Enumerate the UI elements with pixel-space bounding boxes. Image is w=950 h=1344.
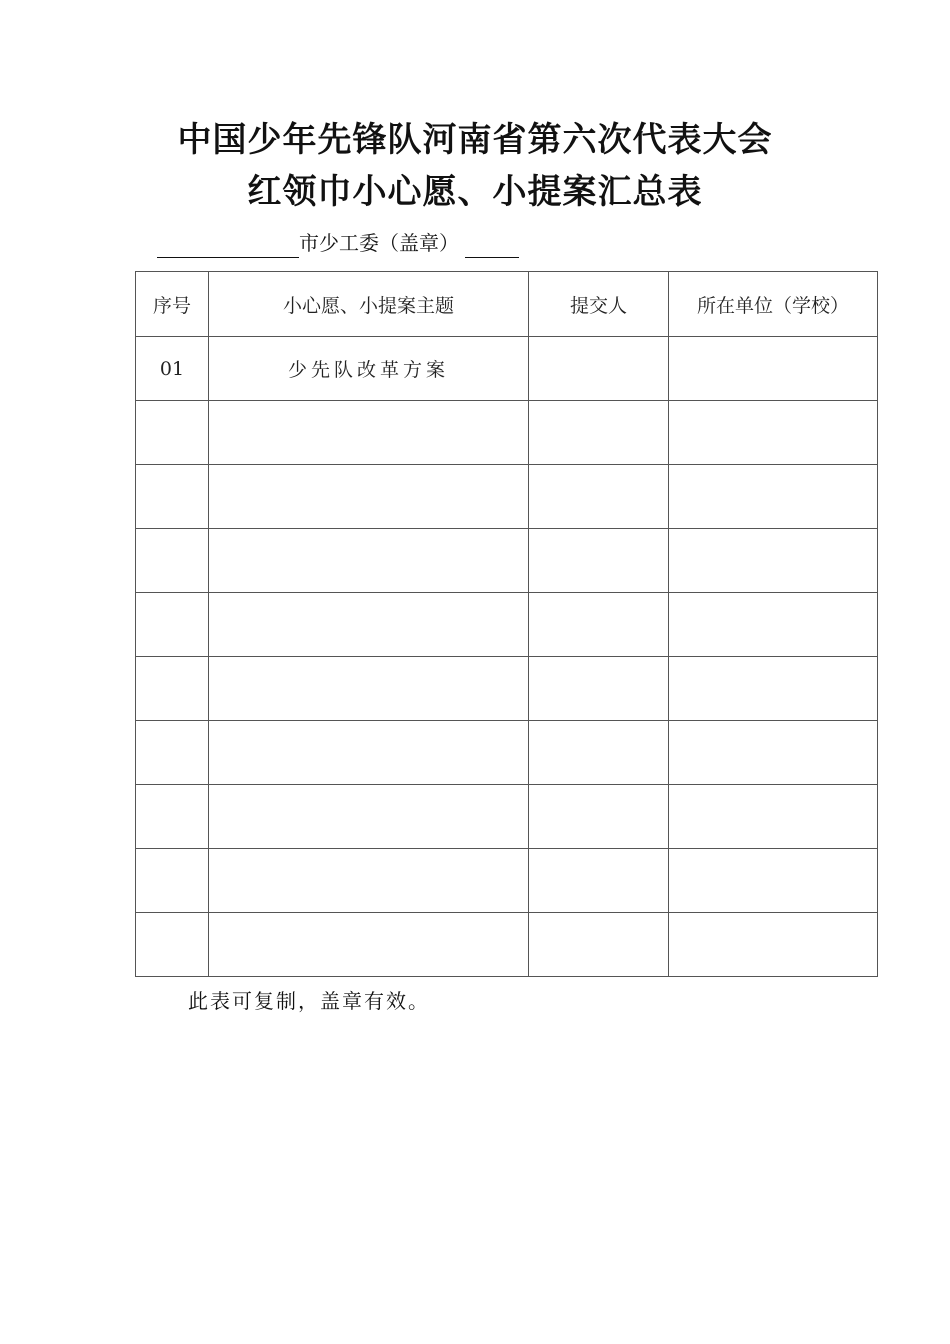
table-row bbox=[136, 657, 878, 721]
document-title-line2: 红领巾小心愿、小提案汇总表 bbox=[247, 172, 703, 212]
cell-topic[interactable] bbox=[209, 785, 529, 849]
summary-table bbox=[135, 271, 878, 977]
cell-topic[interactable] bbox=[209, 401, 529, 465]
cell-topic[interactable] bbox=[209, 657, 529, 721]
city-name-blank[interactable] bbox=[157, 233, 299, 258]
cell-serial-number[interactable] bbox=[136, 913, 209, 977]
table-row bbox=[136, 401, 878, 465]
cell-topic[interactable] bbox=[209, 593, 529, 657]
cell-submitter[interactable] bbox=[529, 337, 669, 401]
cell-serial-number[interactable]: 01 bbox=[136, 337, 209, 401]
cell-serial-number[interactable] bbox=[136, 401, 209, 465]
cell-unit[interactable] bbox=[669, 657, 878, 721]
table-header-row bbox=[136, 272, 878, 337]
committee-label: 市少工委（盖章） bbox=[299, 231, 459, 255]
footnote: 此表可复制，盖章有效。 bbox=[188, 989, 430, 1013]
cell-serial-number[interactable] bbox=[136, 721, 209, 785]
cell-serial-number[interactable] bbox=[136, 465, 209, 529]
table-row bbox=[136, 529, 878, 593]
cell-unit[interactable] bbox=[669, 337, 878, 401]
cell-serial-number[interactable] bbox=[136, 657, 209, 721]
cell-unit[interactable] bbox=[669, 785, 878, 849]
cell-submitter[interactable] bbox=[529, 913, 669, 977]
cell-submitter[interactable] bbox=[529, 401, 669, 465]
cell-submitter[interactable] bbox=[529, 849, 669, 913]
cell-submitter[interactable] bbox=[529, 657, 669, 721]
cell-topic[interactable] bbox=[209, 721, 529, 785]
cell-unit[interactable] bbox=[669, 465, 878, 529]
table-row bbox=[136, 913, 878, 977]
cell-topic[interactable] bbox=[209, 465, 529, 529]
cell-unit[interactable] bbox=[669, 913, 878, 977]
cell-submitter[interactable] bbox=[529, 785, 669, 849]
header-submitter: 提交人 bbox=[529, 272, 669, 337]
table-row bbox=[136, 849, 878, 913]
committee-line bbox=[157, 228, 519, 258]
cell-topic[interactable]: 少先队改革方案 bbox=[209, 337, 529, 401]
cell-topic[interactable] bbox=[209, 913, 529, 977]
table-row bbox=[136, 785, 878, 849]
header-topic: 小心愿、小提案主题 bbox=[209, 272, 529, 337]
table-row bbox=[136, 465, 878, 529]
cell-unit[interactable] bbox=[669, 721, 878, 785]
cell-serial-number[interactable] bbox=[136, 593, 209, 657]
cell-unit[interactable] bbox=[669, 849, 878, 913]
cell-topic[interactable] bbox=[209, 849, 529, 913]
cell-serial-number[interactable] bbox=[136, 785, 209, 849]
document-title-line1: 中国少年先锋队河南省第六次代表大会 bbox=[177, 120, 773, 160]
header-unit: 所在单位（学校） bbox=[669, 272, 878, 337]
stamp-blank[interactable] bbox=[465, 233, 519, 258]
table-row bbox=[136, 337, 878, 401]
cell-submitter[interactable] bbox=[529, 721, 669, 785]
table-row bbox=[136, 593, 878, 657]
cell-submitter[interactable] bbox=[529, 529, 669, 593]
header-serial-number: 序号 bbox=[136, 272, 209, 337]
cell-unit[interactable] bbox=[669, 593, 878, 657]
cell-serial-number[interactable] bbox=[136, 529, 209, 593]
cell-topic[interactable] bbox=[209, 529, 529, 593]
cell-submitter[interactable] bbox=[529, 465, 669, 529]
cell-unit[interactable] bbox=[669, 529, 878, 593]
cell-unit[interactable] bbox=[669, 401, 878, 465]
table-row bbox=[136, 721, 878, 785]
cell-submitter[interactable] bbox=[529, 593, 669, 657]
cell-serial-number[interactable] bbox=[136, 849, 209, 913]
